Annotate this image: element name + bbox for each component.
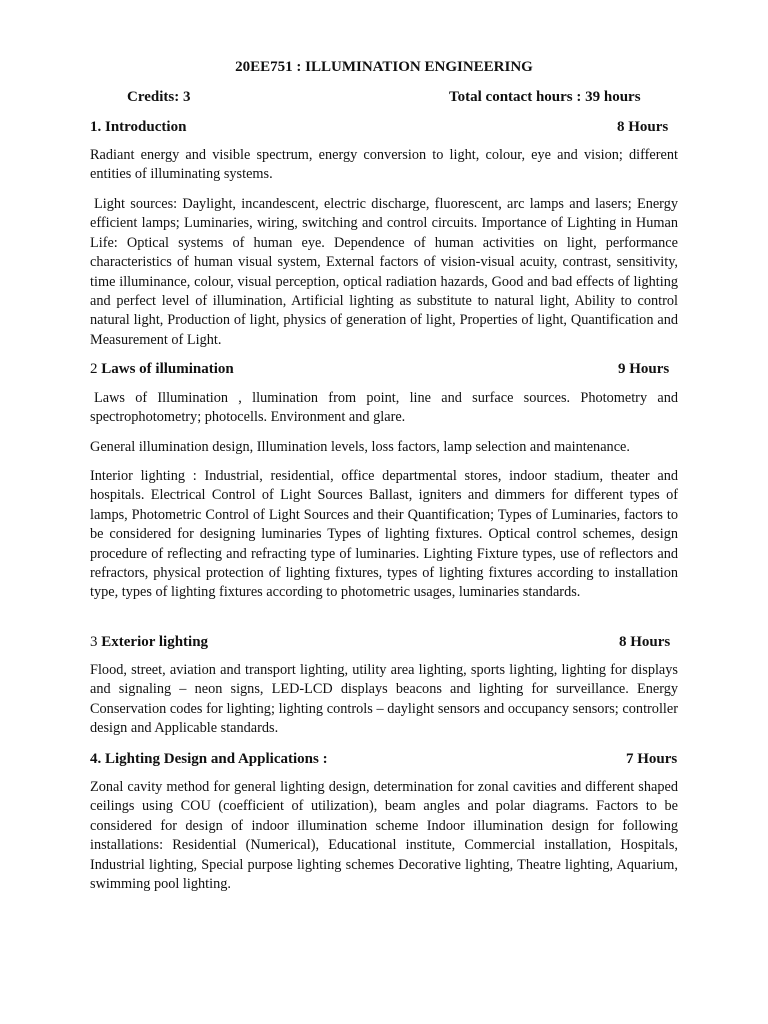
section-1-name: Introduction xyxy=(105,119,187,135)
section-4-paragraph-1: Zonal cavity method for general lighting design, determination for zonal cavities and different shaped ceilings using COU (coefficient of utilization), beam angles and polar diagrams. Factors to be considered for design of indoor illumination scheme Indoor illumination design for following installations: Residential (Numerical), Educational institute, Commercial installation, Hospitals, Industrial lighting, Special purpose lighting schemes Decorative lighting, Theatre lighting, Aquarium, swimming pool lighting. xyxy=(90,779,678,893)
section-3-paragraph-1: Flood, street, aviation and transport lighting, utility area lighting, sports lighting, lighting for displays and signaling – neon signs, LED-LCD displays beacons and lighting for surveillance. Energy Conservation codes for lighting; lighting controls – daylight sensors and occupancy sensors; controller design and Applicable standards. xyxy=(90,662,678,737)
section-2-heading xyxy=(90,359,680,379)
section-2-hours: 9 Hours xyxy=(618,361,670,377)
document-title: 20EE751 : ILLUMINATION ENGINEERING xyxy=(235,59,533,75)
section-1-paragraph-2: Light sources: Daylight, incandescent, electric discharge, fluorescent, arc lamps and lasers; Energy efficient lamps; Luminaries, wiring, switching and control circuits. Importance of Lighting in Human Life: Optical systems of human eye. Dependence of human activities on light, performance characteristics of human visual system, External factors of vision-visual acuity, contrast, sensitivity, time illuminance, colour, visual perception, optical radiation hazards, Good and bad effects of lighting and perfect level of illumination, Artificial lighting as substitute to natural light, Ability to control natural light, Production of light, physics of generation of light, Properties of light, Quantification and Measurement of Light. xyxy=(90,196,678,348)
section-4-hours: 7 Hours xyxy=(626,751,678,767)
section-3-hours: 8 Hours xyxy=(619,634,671,650)
contact-hours-label: Total contact hours : 39 hours xyxy=(449,89,641,105)
section-4-number: 4. xyxy=(90,751,102,767)
section-2-name: Laws of illumination xyxy=(101,361,234,377)
section-1-number: 1. xyxy=(90,119,102,135)
section-2-paragraph-1: Laws of Illumination , llumination from point, line and surface sources. Photometry and spectrophotometry; photocells. Environment and glare. xyxy=(90,390,678,426)
section-4-name: Lighting Design and Applications : xyxy=(105,751,328,767)
section-1-hours: 8 Hours xyxy=(617,119,669,135)
section-3-heading xyxy=(90,632,680,652)
section-3-number: 3 xyxy=(90,634,98,650)
section-4-heading xyxy=(90,749,680,769)
section-1-heading xyxy=(90,117,680,137)
section-2-number: 2 xyxy=(90,361,98,377)
section-1-paragraph-1: Radiant energy and visible spectrum, energy conversion to light, colour, eye and vision; different entities of illuminating systems. xyxy=(90,147,678,183)
section-3-name: Exterior lighting xyxy=(101,634,209,650)
section-2-paragraph-3: Interior lighting : Industrial, residential, office departmental stores, indoor stadium, theater and hospitals. Electrical Control of Light Sources Ballast, igniters and dimmers for different types of lamps, Photometric Control of Light Sources and their Quantification; Types of Luminaries, factors to be considered for designing luminaries Types of lighting fixtures. Optical control schemes, design procedure of reflecting and refracting type of luminaries. Lighting Fixture types, use of reflectors and refractors, physical protection of lighting fixtures, types of lighting fixtures according to installation type, types of lighting fixtures according to photometric usages, luminaries standards. xyxy=(90,468,678,601)
credits-label: Credits: 3 xyxy=(127,89,191,105)
section-2-paragraph-2: General illumination design, Illumination levels, loss factors, lamp selection and maintenance. xyxy=(90,439,630,455)
